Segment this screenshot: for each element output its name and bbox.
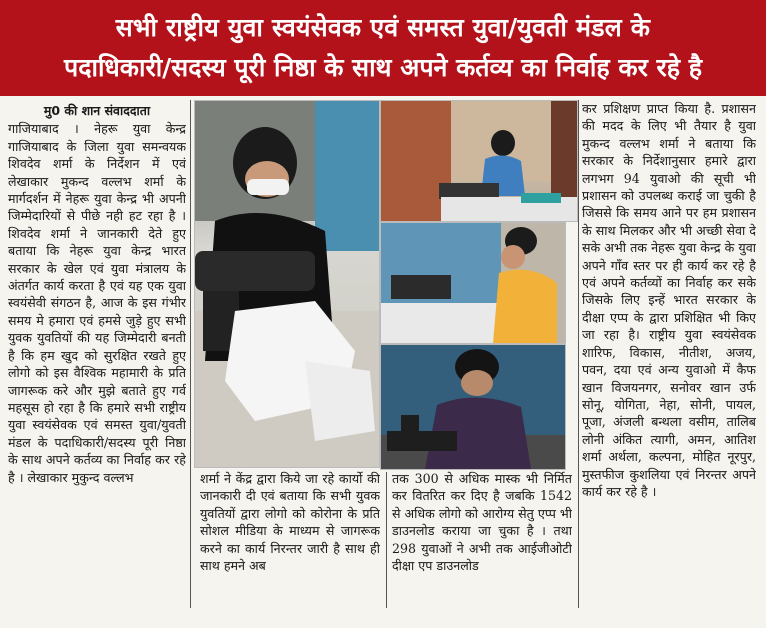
- photo-illustration: [195, 101, 379, 467]
- article-column-3: [392, 470, 572, 610]
- photo-illustration: [381, 223, 565, 343]
- headline-line-1: सभी राष्ट्रीय युवा स्वयंसेवक एवं समस्त युवा/युवती मंडल के: [115, 13, 651, 42]
- column-divider: [386, 472, 387, 608]
- column-4-text: कर प्रशिक्षण प्राप्त किया है. प्रशासन की मदद के लिए भी तैयार है युवा मुकन्द वल्लभ शर्मा ने बताया कि सरकार के निर्देशानुसार हमारे द्वारा लगभग 94 युवाओ की सूची भी प्रशासन को उपलब्ध कराई जा चुकी है जिससे कि समय आने पर हम प्रशासन के साथ मिलकर और भी अच्छी सेवा दे सके अभी तक नेहरू युवा केन्द्र के युवा अपने गाँव स्तर पर ही कार्य कर रहे है एवं अपने कर्तव्यों का निर्वाह कर सके जिसके लिए इन्हें भारत सरकार के दीक्षा एप्प के द्वारा प्रशिक्षित भी किए जा रहा है। राष्ट्रीय युवा स्वयंसेवक शारिफ, विकास, नीतीश, अजय, पवन, दया एवं अन्य युवाओ में कैफ खान विजयनगर, सनोवर खान उर्फ सोनू, योगिता, नेहा, सोनी, पायल, पूजा, अंजली बन्थला वसीम, तालिब लोनी अंकित त्यागी, अमन, आतिश शर्मा अर्थला, कल्पना, मोहित नूरपुर, मुस्तफीज कुशलिया एवं निरन्तर अपने कार्य कर रहे है ।: [582, 101, 756, 499]
- photo-illustration: [381, 345, 565, 469]
- column-divider: [190, 100, 191, 608]
- photo-illustration: [381, 101, 577, 221]
- article-column-1: [8, 102, 186, 608]
- column-3-text: तक 300 से अधिक मास्क भी निर्मित कर वितरित कर दिए है जबकि 1542 से अधिक लोगो को आरोग्य सेतु एप्प भी डाउनलोड कराया जा चुका है । तथा 298 युवाओं ने अभी तक आईजीओटी दीक्षा एप डाउनलोड: [392, 471, 572, 574]
- article-column-2: [200, 470, 380, 610]
- photo-woman-sewing-machine-bottom: [380, 344, 566, 470]
- photo-woman-sewing-masks-large: [194, 100, 380, 468]
- column-1-text: गाजियाबाद । नेहरू युवा केन्द्र गाजियाबाद के जिला युवा समन्वयक शिवदेव शर्मा के निर्देशन में एवं लेखाकार मुकन्द वल्लभ शर्मा के मार्गदर्शन में नेहरू युवा केन्द्र भी अपनी जिम्मेदारियों से पीछे नही हट रहा है । शिवदेव शर्मा ने जानकारी देते हुए बताया कि नेहरू युवा केन्द्र भारत सरकार के खेल एवं युवा मंत्रालय के अंतर्गत कार्य करता है एवं यह एक युवा स्वयंसेवी संगठन है, आज के इस गंभीर समय मे हमारा एवं हमसे जुड़े हुए सभी युवक युवतियों की यह जिम्मेदारी बनती है कि हम खुद को सुरक्षित रखते हुए लोगो को इस वैश्विक महामारी के प्रति जागरूक करे और मुझे बताते हुए गर्व महसूस हो रहा है कि हमारे सभी राष्ट्रीय युवा स्वयंसेवक एवं समस्त युवा/युवती मंडल के पदाधिकारी/सदस्य पूरी निष्ठा के साथ अपने कर्तव्य का निर्वाह कर रहे है । लेखाकार मुकुन्द वल्लभ: [8, 121, 186, 485]
- article-column-4: [582, 100, 756, 606]
- column-2-text: शर्मा ने केंद्र द्वारा किये जा रहे कार्यो की जानकारी दी एवं बताया कि सभी युवक युवतियों द्वारा लोगो को कोरोना के प्रति सोशल मीडिया के माध्यम से जागरूक करने का कार्य निरन्तर जारी है साथ ही साथ हमने अब: [200, 471, 380, 574]
- byline: मु0 की शान संवाददाता: [43, 103, 151, 118]
- article-body: [0, 96, 766, 628]
- photo-woman-sewing-machine-middle: [380, 222, 566, 344]
- column-divider: [578, 100, 579, 608]
- headline-banner: [0, 0, 766, 96]
- photo-woman-sewing-machine-top: [380, 100, 578, 222]
- headline-line-2: पदाधिकारी/सदस्य पूरी निष्ठा के साथ अपने कर्तव्य का निर्वाह कर रहे है: [64, 53, 702, 82]
